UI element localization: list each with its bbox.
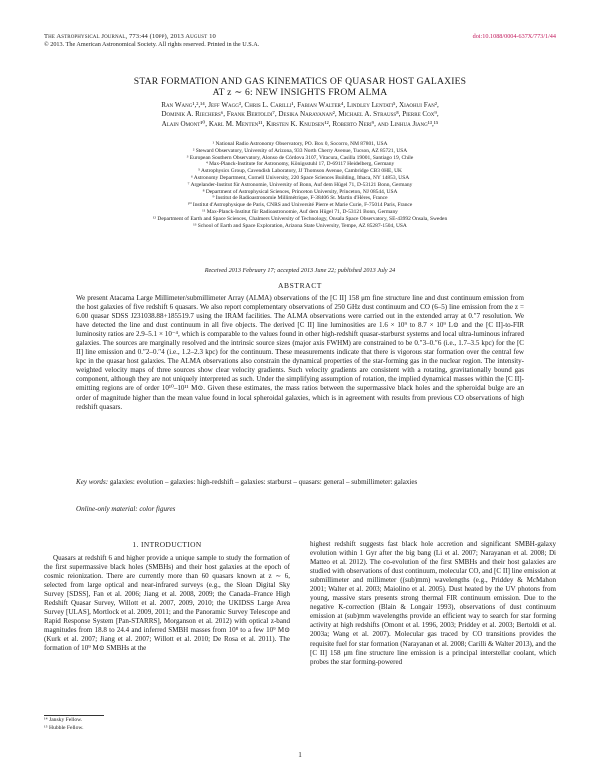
affiliation-1: ¹ National Radio Astronomy Observatory, PO. Box 0, Socorro, NM 87801, USA — [212, 141, 388, 147]
affiliation-9: ⁹ Institut de Radioastronomie Millimétrique, F-38406 St. Martin d'Hères, France — [212, 195, 388, 202]
intro-right-column: highest redshift suggests fast black hole accretion and significant SMBH-galaxy evolution within 1 Gyr after the big bang (Li et al. 2007; Narayanan et al. 2008; Di Matteo et al. 2012). The co-evolution of the first SMBHs and their host galaxies are studied with observations of dust continuum, molecular CO, and [C II] line emission at submillimeter and millimeter ((sub)mm) wavelengths (e.g., Priddey & McMahon 2001; Walter et al. 2003; Maiolino et al. 2005). Dust heated by the UV photons from young, massive stars presents strong thermal FIR continuum emission. Due to the negative K-correction (Blain & Longair 1993), observations of dust continuum emission at (sub)mm wavelengths provide an efficient way to search for star forming activity at high redshifts (Omont et al. 1996, 2003; Priddey et al. 2003; Bertoldi et al. 2003a; Wang et al. 2007). Molecular gas traced by CO transitions provides the requisite fuel for star formation (Narayanan et al. 2008; Carilli & Walter 2013), and the [C II] 158 μm fine structure line emission is a principal interstellar coolant, which probes the star forming-powered — [310, 540, 556, 666]
affiliation-5: ⁵ Astrophysics Group, Cavendish Laboratory, JJ Thomson Avenue, Cambridge CB3 0HE, UK — [198, 168, 402, 175]
title-line-2: AT z ∼ 6: NEW INSIGHTS FROM ALMA — [212, 87, 388, 98]
copyright-line: © 2013. The American Astronomical Society. All rights reserved. Printed in the U.S.A. — [44, 41, 260, 48]
footnote-divider — [44, 715, 104, 716]
section-heading: 1. INTRODUCTION — [132, 540, 202, 549]
online-material-note: Online-only material: color figures — [76, 505, 176, 513]
affiliation-4: ⁴ Max-Planck-Institute for Astronomy, Königsstuhl 17, D-69117 Heidelberg, Germany — [205, 161, 395, 168]
affiliation-10: ¹⁰ Institut d'Astrophysique de Paris, CNRS and Université Pierre et Marie Curie, F-75014 Paris, France — [187, 202, 413, 209]
page-number: 1 — [298, 751, 302, 759]
affiliation-7: ⁷ Argelander-Institut für Astronomie, University of Bonn, Auf dem Hügel 71, D-53121 Bonn, Germany — [187, 181, 413, 188]
author-line-3: Alain Omont¹⁰, Karl M. Menten¹¹, Kirsten K. Knudsen¹², Roberto Neri⁹, and Linhua Jiang¹³,¹⁵ — [161, 119, 439, 128]
journal-line: The Astrophysical Journal, 773:44 (10pp), 2013 August 10 — [44, 33, 216, 40]
affiliation-13: ¹³ School of Earth and Space Exploration, Arizona State University, Tempe, AZ 85287-1504, USA — [193, 222, 407, 229]
author-line-2: Dominik A. Riechers⁶, Frank Bertoldi⁷, Desika Narayanan², Michael A. Strauss⁸, Pierre Cox⁹, — [161, 110, 439, 119]
title-line-1: STAR FORMATION AND GAS KINEMATICS OF QUASAR HOST GALAXIES — [133, 76, 467, 87]
affiliation-12: ¹² Department of Earth and Space Sciences, Chalmers University of Technology, Onsala Space Observatory, SE-43992 Onsala, Sweden — [152, 215, 448, 222]
paper-title — [60, 76, 540, 98]
doi-link[interactable]: doi:10.1088/0004-637X/773/1/44 — [472, 33, 556, 40]
affiliation-2: ² Steward Observatory, University of Arizona, 933 North Cherry Avenue, Tucson, AZ 85721, USA — [192, 147, 408, 154]
affiliation-3: ³ European Southern Observatory, Alonso de Córdova 3107, Vitacura, Casilla 19001, Santiago 19, Chile — [186, 154, 414, 161]
footnotes — [44, 717, 83, 733]
keywords — [76, 478, 524, 487]
affiliation-6: ⁶ Astronomy Department, Cornell University, 220 Space Sciences Building, Ithaca, NY 14853, USA — [190, 174, 410, 181]
abstract-text: We present Atacama Large Millimeter/submillimeter Array (ALMA) observations of the [C II] 158 μm fine structure line and dust continuum emission from the host galaxies of five redshift 6 quasars. We also report complementary observations of 250 GHz dust continuum and CO (6–5) line emission from the z = 6.00 quasar SDSS J231038.88+185519.7 using the IRAM facilities. The ALMA observations were carried out in the extended array at 0.″7 resolution. We have detected the line and dust continuum in all five objects. The derived [C II] line luminosities are 1.6 × 10⁹ to 8.7 × 10⁹ L⊙ and the [C II]-to-FIR luminosity ratios are 2.9–5.1 × 10⁻⁴, which is comparable to the values found in other high-redshift quasar-starburst systems and local ultra-luminous infrared galaxies. The sources are marginally resolved and the intrinsic source sizes (major axis FWHM) are constrained to be 0.″3–0.″6 (i.e., 1.7–3.5 kpc) for the [C II] line emission and 0.″2–0.″4 (i.e., 1.2–2.3 kpc) for the continuum. These measurements indicate that there is vigorous star formation over the central few kpc in the quasar host galaxies. The ALMA observations also constrain the dynamical properties of the star-forming gas in the nuclear region. The intensity-weighted velocity maps of three sources show clear velocity gradients. Such velocity gradients are consistent with a rotating, gravitationally bound gas component, although they are not uniquely interpreted as such. Under the simplifying assumption of rotation, the implied dynamical masses within the [C II]-emitting regions are of order 10¹⁰–10¹¹ M⊙. Given these estimates, the mass ratios between the supermassive black holes and the spheroidal bulge are an order of magnitude higher than the mean value found in local spheroidal galaxies, which is in agreement with results from previous CO observations of high redshift quasars. — [76, 294, 524, 411]
footnote-15: ¹⁵ Hubble Fellow. — [44, 724, 84, 731]
keywords-label: Key words: — [76, 478, 109, 486]
received-dates: Received 2013 February 17; accepted 2013 June 22; published 2013 July 24 — [204, 267, 396, 274]
author-line-1: Ran Wang¹,²,¹⁴, Jeff Wagg³, Chris L. Carilli¹, Fabian Walter⁴, Lindley Lentati⁵, Xiaohui Fan², — [161, 101, 439, 109]
affiliation-8: ⁸ Department of Astrophysical Sciences, Princeton University, Princeton, NJ 08544, USA — [202, 188, 398, 195]
intro-left-column: Quasars at redshift 6 and higher provide a unique sample to study the formation of the first supermassive black holes (SMBHs) and their host galaxies at the epoch of cosmic reionization. There are currently more than 60 quasars known at z ∼ 6, selected from large optical and near-infrared surveys (e.g., the Sloan Digital Sky Survey [SDSS], Fan et al. 2006; Jiang et al. 2008, 2009; the Canada–France High Redshift Quasar Survey, Willott et al. 2007, 2009, 2010; the UKIDSS Large Area Survey [ULAS], Mortlock et al. 2009, 2011; and the Panoramic Survey Telescope and Rapid Response System [Pan-STARRS], Morganson et al. 2012) with optical z-band magnitudes from 18.8 to 24.4 and inferred SMBH masses from 10⁸ to a few 10⁹ M⊙ (Kurk et al. 2007; Jiang et al. 2007; Willott et al. 2010; De Rosa et al. 2011). The formation of 10⁹ M⊙ SMBHs at the — [44, 554, 290, 653]
abstract-heading: ABSTRACT — [278, 281, 322, 290]
journal-header — [44, 33, 259, 49]
footnote-14: ¹⁴ Jansky Fellow. — [44, 717, 83, 723]
affiliation-list — [40, 141, 560, 229]
affiliation-11: ¹¹ Max-Planck-Institut für Radioastronomie, Auf dem Hügel 71, D-53121 Bonn, Germany — [202, 208, 398, 215]
author-list — [50, 101, 550, 129]
keywords-text: galaxies: evolution – galaxies: high-redshift – galaxies: starburst – quasars: general – submillimeter: galaxies — [109, 478, 418, 486]
